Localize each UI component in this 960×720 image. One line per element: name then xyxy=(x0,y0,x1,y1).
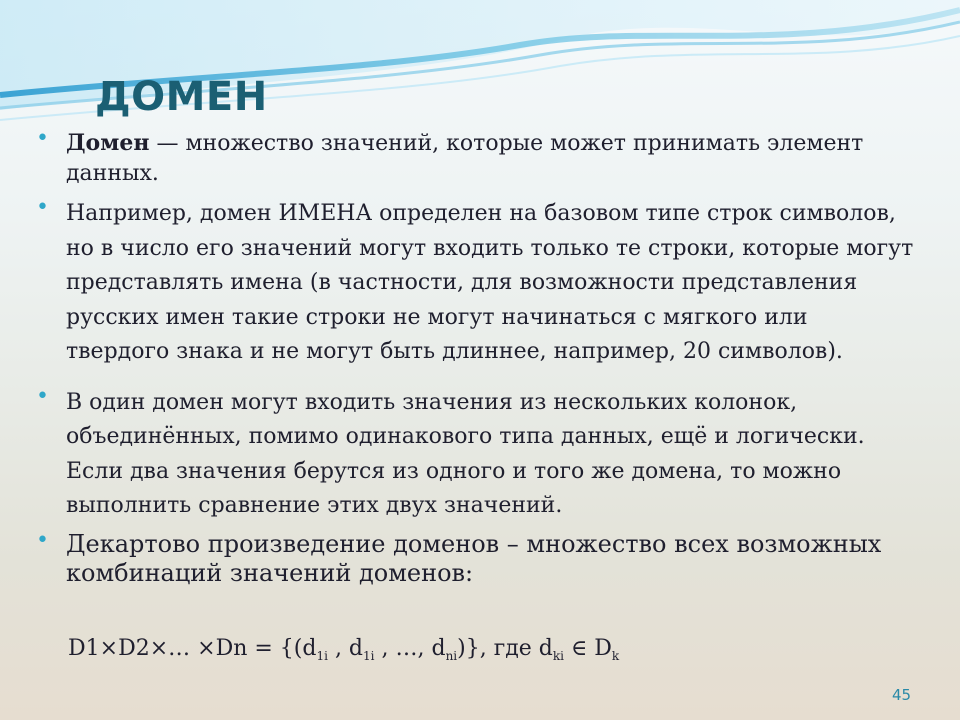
formula-subscript: 1i xyxy=(363,649,375,663)
formula-part: D1×D2×… ×Dn = {(d xyxy=(68,636,317,661)
cartesian-formula xyxy=(68,636,619,663)
bullet-term: Домен xyxy=(66,130,150,156)
formula-part: ∈ D xyxy=(563,636,612,661)
bullet-list xyxy=(36,128,916,588)
formula-subscript: k xyxy=(611,649,620,663)
bullet-item-example xyxy=(36,197,916,370)
bullet-text: — множество значений, которые может принимать элемент данных. xyxy=(66,131,864,186)
bullet-item-cartesian-product xyxy=(36,527,916,588)
slide-number: 45 xyxy=(892,686,912,704)
bullet-text: Декартово произведение доменов – множество всех возможных комбинаций значений доменов: xyxy=(66,529,882,587)
formula-subscript: 1i xyxy=(316,649,328,663)
bullet-item-columns xyxy=(36,383,916,524)
bullet-icon: • xyxy=(36,195,49,220)
slide-title: ДОМЕН xyxy=(95,74,268,120)
formula-part: , d xyxy=(327,636,364,661)
formula-part: )}, где d xyxy=(457,636,553,661)
bullet-icon: • xyxy=(36,383,49,409)
formula-part: , …, d xyxy=(374,636,446,661)
bullet-text: В один домен могут входить значения из нескольких колонок, объединённых, помимо одинакового типа данных, ещё и логически. Если два значения берутся из одного и того же домена, то можно выполнить сравнение этих двух значений. xyxy=(66,389,865,518)
formula-subscript: ki xyxy=(552,649,564,663)
bullet-item-domain-definition xyxy=(36,128,916,189)
formula-subscript: ni xyxy=(445,649,458,663)
bullet-icon: • xyxy=(36,126,49,151)
bullet-icon: • xyxy=(36,527,49,553)
bullet-text: Например, домен ИМЕНА определен на базовом типе строк символов, но в число его значений могут входить только те строки, которые могут представлять имена (в частности, для возможности представления русских имен такие строки не могут начинаться с мягкого или твердого знака и не могут быть длиннее, например, 20 символов). xyxy=(66,201,914,364)
